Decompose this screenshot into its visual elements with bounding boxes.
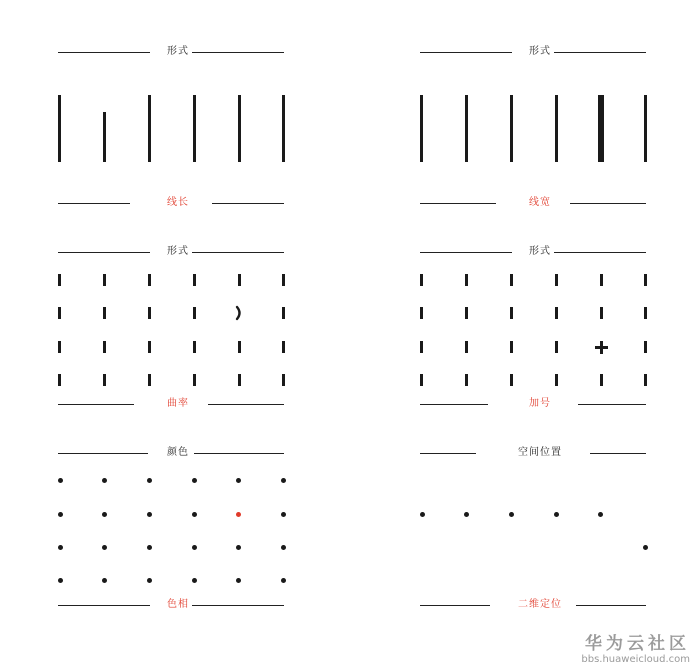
rule-right bbox=[212, 203, 284, 204]
panel-line-length bbox=[58, 45, 298, 215]
tick-mark bbox=[644, 307, 647, 319]
tick-mark bbox=[465, 307, 468, 319]
rule-right bbox=[194, 453, 284, 454]
tick-mark bbox=[555, 274, 558, 286]
panel-bottom-label: 加号 bbox=[529, 398, 551, 409]
line-mark bbox=[282, 95, 285, 162]
panel-top-label: 空间位置 bbox=[518, 447, 562, 458]
tick-mark bbox=[465, 341, 468, 353]
bottom-rule-row bbox=[420, 196, 660, 210]
tick-mark bbox=[238, 274, 241, 286]
bottom-rule-row bbox=[420, 598, 660, 612]
dot bbox=[102, 578, 107, 583]
tick-mark bbox=[148, 307, 151, 319]
tick-mark bbox=[282, 341, 285, 353]
tick-mark bbox=[510, 341, 513, 353]
watermark bbox=[581, 634, 690, 666]
tick-mark bbox=[58, 274, 61, 286]
tick-mark bbox=[193, 274, 196, 286]
watermark-title: 华为云社区 bbox=[585, 634, 690, 654]
tick-mark bbox=[103, 307, 106, 319]
tick-mark bbox=[555, 307, 558, 319]
bottom-rule-row bbox=[58, 196, 298, 210]
tick-mark bbox=[148, 274, 151, 286]
panel-bottom-label: 曲率 bbox=[167, 398, 189, 409]
tick-mark bbox=[600, 274, 603, 286]
dot bbox=[102, 545, 107, 550]
panel-spatial-position bbox=[420, 446, 660, 616]
tick-mark bbox=[644, 341, 647, 353]
rule-right bbox=[192, 52, 284, 53]
dot bbox=[58, 545, 63, 550]
dot bbox=[236, 578, 241, 583]
panel-bottom-label: 色相 bbox=[167, 599, 189, 610]
dot bbox=[236, 478, 241, 483]
rule-right bbox=[554, 252, 646, 253]
dot bbox=[147, 545, 152, 550]
line-mark bbox=[644, 95, 647, 162]
dot bbox=[147, 578, 152, 583]
panel-line-width bbox=[420, 45, 660, 215]
tick-mark bbox=[420, 274, 423, 286]
dot-displaced bbox=[643, 545, 648, 550]
top-rule-row bbox=[58, 245, 298, 259]
tick-mark bbox=[148, 374, 151, 386]
line-mark-wide bbox=[598, 95, 604, 162]
curved-tick-mark bbox=[234, 305, 244, 321]
tick-mark bbox=[510, 374, 513, 386]
tick-mark bbox=[420, 307, 423, 319]
tick-mark bbox=[510, 307, 513, 319]
panel-bottom-label: 线长 bbox=[167, 197, 189, 208]
panel-top-label: 形式 bbox=[167, 246, 189, 257]
top-rule-row bbox=[420, 245, 660, 259]
tick-mark bbox=[238, 374, 241, 386]
bottom-rule-row bbox=[58, 598, 298, 612]
rule-right bbox=[192, 605, 284, 606]
dot bbox=[192, 512, 197, 517]
line-mark-short bbox=[103, 112, 106, 162]
tick-mark bbox=[193, 374, 196, 386]
line-mark bbox=[510, 95, 513, 162]
tick-mark bbox=[465, 274, 468, 286]
dot bbox=[509, 512, 514, 517]
dot bbox=[236, 545, 241, 550]
tick-mark bbox=[600, 307, 603, 319]
dot bbox=[58, 512, 63, 517]
dot bbox=[464, 512, 469, 517]
top-rule-row bbox=[58, 446, 298, 460]
dot bbox=[554, 512, 559, 517]
line-mark bbox=[555, 95, 558, 162]
panel-bottom-label: 线宽 bbox=[529, 197, 551, 208]
rule-right bbox=[590, 453, 646, 454]
panel-bottom-label: 二维定位 bbox=[518, 599, 562, 610]
dot bbox=[58, 578, 63, 583]
line-mark bbox=[238, 95, 241, 162]
dot-highlight-red bbox=[236, 512, 241, 517]
line-mark bbox=[193, 95, 196, 162]
tick-mark bbox=[193, 341, 196, 353]
tick-mark bbox=[103, 274, 106, 286]
tick-mark bbox=[103, 341, 106, 353]
tick-mark bbox=[103, 374, 106, 386]
line-mark bbox=[420, 95, 423, 162]
dot bbox=[147, 512, 152, 517]
tick-mark bbox=[644, 274, 647, 286]
tick-mark bbox=[282, 307, 285, 319]
top-rule-row bbox=[420, 446, 660, 460]
dot bbox=[281, 545, 286, 550]
plus-mark bbox=[595, 341, 608, 354]
tick-mark bbox=[282, 274, 285, 286]
tick-mark bbox=[282, 374, 285, 386]
line-mark bbox=[148, 95, 151, 162]
tick-mark bbox=[510, 274, 513, 286]
panel-curvature bbox=[58, 245, 298, 415]
tick-mark bbox=[238, 341, 241, 353]
top-rule-row bbox=[420, 45, 660, 59]
panel-addition bbox=[420, 245, 660, 415]
top-rule-row bbox=[58, 45, 298, 59]
tick-mark bbox=[555, 341, 558, 353]
bottom-rule-row bbox=[58, 397, 298, 411]
watermark-url: bbs.huaweicloud.com bbox=[581, 654, 690, 665]
dot bbox=[281, 578, 286, 583]
dot bbox=[192, 578, 197, 583]
panel-top-label: 形式 bbox=[529, 46, 551, 57]
tick-mark bbox=[58, 307, 61, 319]
rule-right bbox=[554, 52, 646, 53]
dot bbox=[281, 478, 286, 483]
dot bbox=[102, 478, 107, 483]
tick-mark bbox=[58, 341, 61, 353]
tick-mark bbox=[148, 341, 151, 353]
tick-mark bbox=[420, 374, 423, 386]
panel-color bbox=[58, 446, 298, 616]
rule-right bbox=[570, 203, 646, 204]
tick-mark bbox=[465, 374, 468, 386]
tick-mark bbox=[600, 374, 603, 386]
panel-top-label: 形式 bbox=[529, 246, 551, 257]
dot bbox=[420, 512, 425, 517]
dot bbox=[102, 512, 107, 517]
dot bbox=[281, 512, 286, 517]
rule-right bbox=[192, 252, 284, 253]
bottom-rule-row bbox=[420, 397, 660, 411]
tick-mark bbox=[644, 374, 647, 386]
dot bbox=[598, 512, 603, 517]
tick-mark bbox=[193, 307, 196, 319]
tick-mark bbox=[58, 374, 61, 386]
line-mark bbox=[58, 95, 61, 162]
panel-top-label: 颜色 bbox=[167, 447, 189, 458]
dot bbox=[192, 545, 197, 550]
rule-right bbox=[576, 605, 646, 606]
tick-mark bbox=[555, 374, 558, 386]
line-mark bbox=[465, 95, 468, 162]
dot bbox=[192, 478, 197, 483]
dot bbox=[147, 478, 152, 483]
panel-top-label: 形式 bbox=[167, 46, 189, 57]
tick-mark bbox=[420, 341, 423, 353]
dot bbox=[58, 478, 63, 483]
rule-right bbox=[208, 404, 284, 405]
rule-right bbox=[578, 404, 646, 405]
